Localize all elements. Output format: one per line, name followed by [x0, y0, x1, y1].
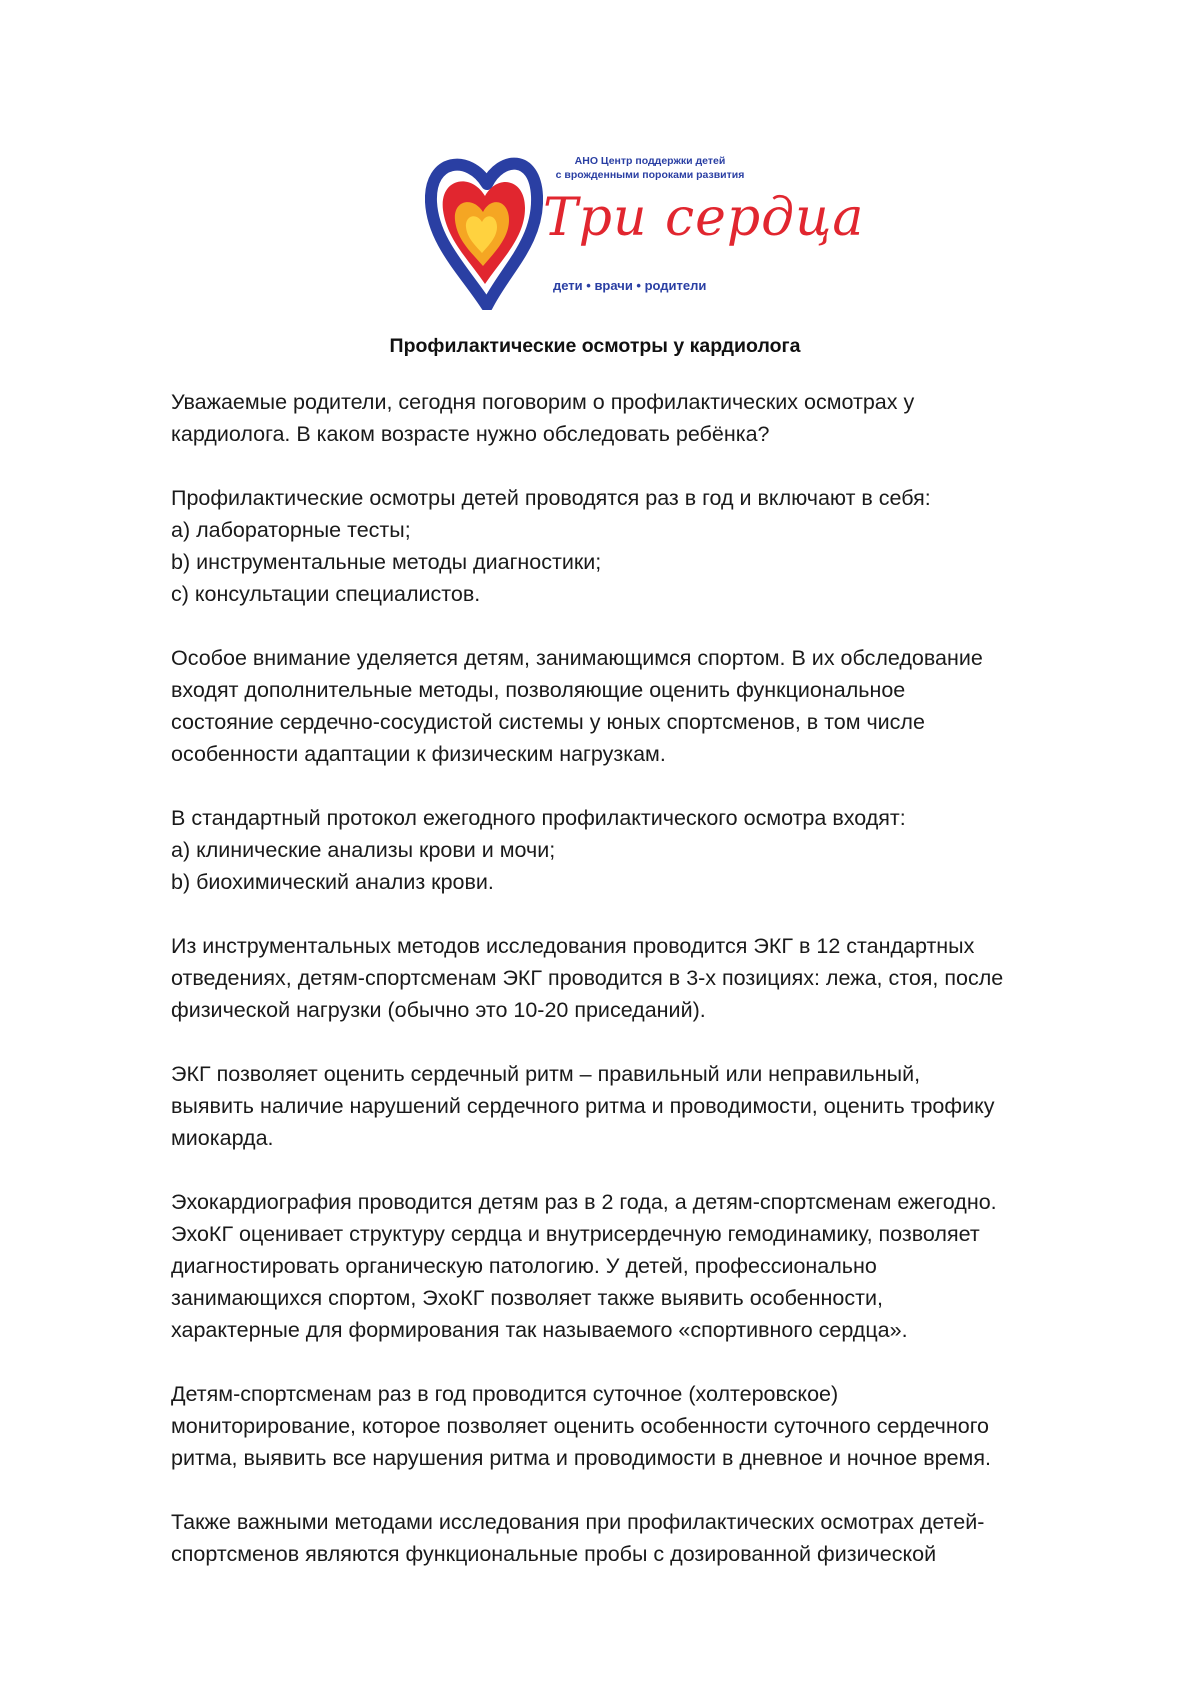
document-title: Профилактические осмотры у кардиолога — [389, 335, 801, 357]
logo — [425, 150, 865, 310]
text-line: спортсменов являются функциональные пробы с дозированной физической — [171, 1542, 937, 1566]
text-line: a) лабораторные тесты; — [171, 518, 411, 542]
text-line: b) биохимический анализ крови. — [171, 870, 494, 894]
text-line: выявить наличие нарушений сердечного ритма и проводимости, оценить трофику — [171, 1094, 995, 1118]
paragraph — [171, 1506, 1131, 1570]
text-line: ЭКГ позволяет оценить сердечный ритм – правильный или неправильный, — [171, 1062, 921, 1086]
paragraph — [171, 1186, 1131, 1346]
text-line: особенности адаптации к физическим нагрузкам. — [171, 742, 666, 766]
paragraph — [171, 930, 1131, 1026]
text-line: ритма, выявить все нарушения ритма и проводимости в дневное и ночное время. — [171, 1446, 991, 1470]
text-line: входят дополнительные методы, позволяющие оценить функциональное — [171, 678, 906, 702]
paragraph — [171, 802, 1131, 898]
text-line: физической нагрузки (обычно это 10-20 приседаний). — [171, 998, 706, 1022]
text-line: Из инструментальных методов исследования проводится ЭКГ в 12 стандартных — [171, 934, 975, 958]
text-line: Особое внимание уделяется детям, занимающимся спортом. В их обследование — [171, 646, 983, 670]
text-line: Также важными методами исследования при профилактических осмотрах детей- — [171, 1510, 985, 1534]
text-line: состояние сердечно-сосудистой системы у юных спортсменов, в том числе — [171, 710, 925, 734]
text-line: Профилактические осмотры детей проводятся раз в год и включают в себя: — [171, 486, 931, 510]
logo-org-line-2: с врожденными пороками развития — [555, 169, 745, 181]
text-line: Эхокардиография проводится детям раз в 2 года, а детям-спортсменам ежегодно. — [171, 1190, 997, 1214]
text-line: Детям-спортсменам раз в год проводится суточное (холтеровское) — [171, 1382, 839, 1406]
paragraph — [171, 1378, 1131, 1474]
heart-logo-icon — [425, 150, 543, 310]
text-line: a) клинические анализы крови и мочи; — [171, 838, 556, 862]
text-line: отведениях, детям-спортсменам ЭКГ проводится в 3-х позициях: лежа, стоя, после — [171, 966, 1004, 990]
document-body — [171, 386, 1131, 1602]
text-line: b) инструментальные методы диагностики; — [171, 550, 602, 574]
text-line: c) консультации специалистов. — [171, 582, 481, 606]
paragraph — [171, 642, 1131, 770]
logo-organization — [545, 154, 755, 182]
logo-tagline: дети • врачи • родители — [553, 278, 707, 293]
logo-org-line-1: АНО Центр поддержки детей — [574, 155, 726, 167]
text-line: характерные для формирования так называемого «спортивного сердца». — [171, 1318, 908, 1342]
text-line: В стандартный протокол ежегодного профилактического осмотра входят: — [171, 806, 906, 830]
text-line: Уважаемые родители, сегодня поговорим о профилактических осмотрах у — [171, 390, 915, 414]
text-line: диагностировать органическую патологию. У детей, профессионально — [171, 1254, 877, 1278]
paragraph — [171, 386, 1131, 450]
text-line: кардиолога. В каком возрасте нужно обследовать ребёнка? — [171, 422, 770, 446]
paragraph — [171, 1058, 1131, 1154]
logo-name: Три сердца — [543, 188, 865, 248]
text-line: ЭхоКГ оценивает структуру сердца и внутрисердечную гемодинамику, позволяет — [171, 1222, 980, 1246]
text-line: занимающихся спортом, ЭхоКГ позволяет также выявить особенности, — [171, 1286, 883, 1310]
paragraph — [171, 482, 1131, 610]
text-line: миокарда. — [171, 1126, 274, 1150]
text-line: мониторирование, которое позволяет оценить особенности суточного сердечного — [171, 1414, 990, 1438]
